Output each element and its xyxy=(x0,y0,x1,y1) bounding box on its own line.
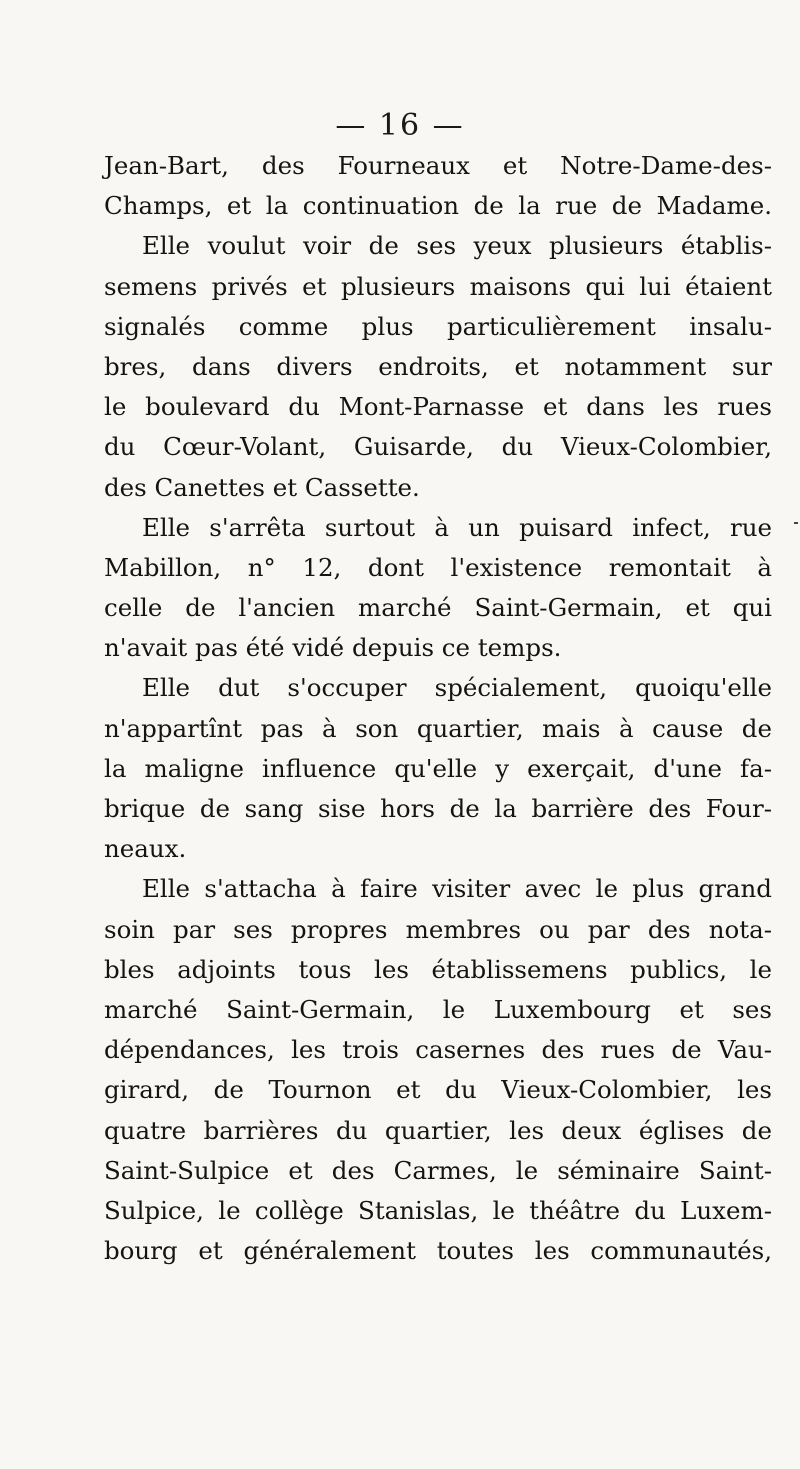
paragraph-end-line: n'avait pas été vidé depuis ce temps. xyxy=(104,633,562,663)
text-line: celle de l'ancien marché Saint-Germain, et qui xyxy=(104,593,772,623)
text-line: Saint-Sulpice et des Carmes, le séminaire Saint- xyxy=(104,1155,772,1185)
text-line: soin par ses propres membres ou par des nota- xyxy=(104,914,772,944)
scan-edge-mark xyxy=(794,522,798,524)
paragraph-end-line: des Canettes et Cassette. xyxy=(104,472,420,502)
text-line: du Cœur-Volant, Guisarde, du Vieux-Colombier, xyxy=(104,432,772,462)
text-line: signalés comme plus particulièrement insalu- xyxy=(104,311,772,341)
paragraph-start-line: Elle s'attacha à faire visiter avec le plus grand xyxy=(142,874,772,904)
text-line: dépendances, les trois casernes des rues de Vau- xyxy=(104,1035,772,1065)
text-line: Jean-Bart, des Fourneaux et Notre-Dame-des- xyxy=(104,151,772,180)
text-line: Sulpice, le collège Stanislas, le théâtre du Luxem- xyxy=(104,1195,772,1225)
text-line: girard, de Tournon et du Vieux-Colombier, les xyxy=(104,1075,772,1105)
body-text xyxy=(104,146,772,1271)
text-line: brique de sang sise hors de la barrière des Four- xyxy=(104,794,772,823)
text-line: Champs, et la continuation de la rue de Madame. xyxy=(104,191,772,221)
text-line: bres, dans divers endroits, et notamment sur xyxy=(104,351,772,381)
text-line: marché Saint-Germain, le Luxembourg et ses xyxy=(104,994,772,1024)
text-line: bles adjoints tous les établissemens publics, le xyxy=(104,954,772,984)
paragraph-end-line: neaux. xyxy=(104,834,187,864)
page-number: — 16 — xyxy=(335,108,465,143)
text-line: semens privés et plusieurs maisons qui lui étaient xyxy=(104,271,772,301)
text-line: le boulevard du Mont-Parnasse et dans les rues xyxy=(104,392,772,422)
paragraph-start-line: Elle voulut voir de ses yeux plusieurs établis- xyxy=(142,231,772,261)
text-line: quatre barrières du quartier, les deux églises de xyxy=(104,1115,772,1145)
paragraph-start-line: Elle dut s'occuper spécialement, quoiqu'elle xyxy=(142,673,772,703)
text-line: la maligne influence qu'elle y exerçait, d'une fa- xyxy=(104,753,772,783)
text-line: Mabillon, n° 12, dont l'existence remontait à xyxy=(104,552,772,582)
paragraph-start-line: Elle s'arrêta surtout à un puisard infect, rue xyxy=(142,512,772,542)
text-line: n'appartînt pas à son quartier, mais à cause de xyxy=(104,713,772,743)
text-line: bourg et généralement toutes les communautés, xyxy=(104,1236,772,1266)
